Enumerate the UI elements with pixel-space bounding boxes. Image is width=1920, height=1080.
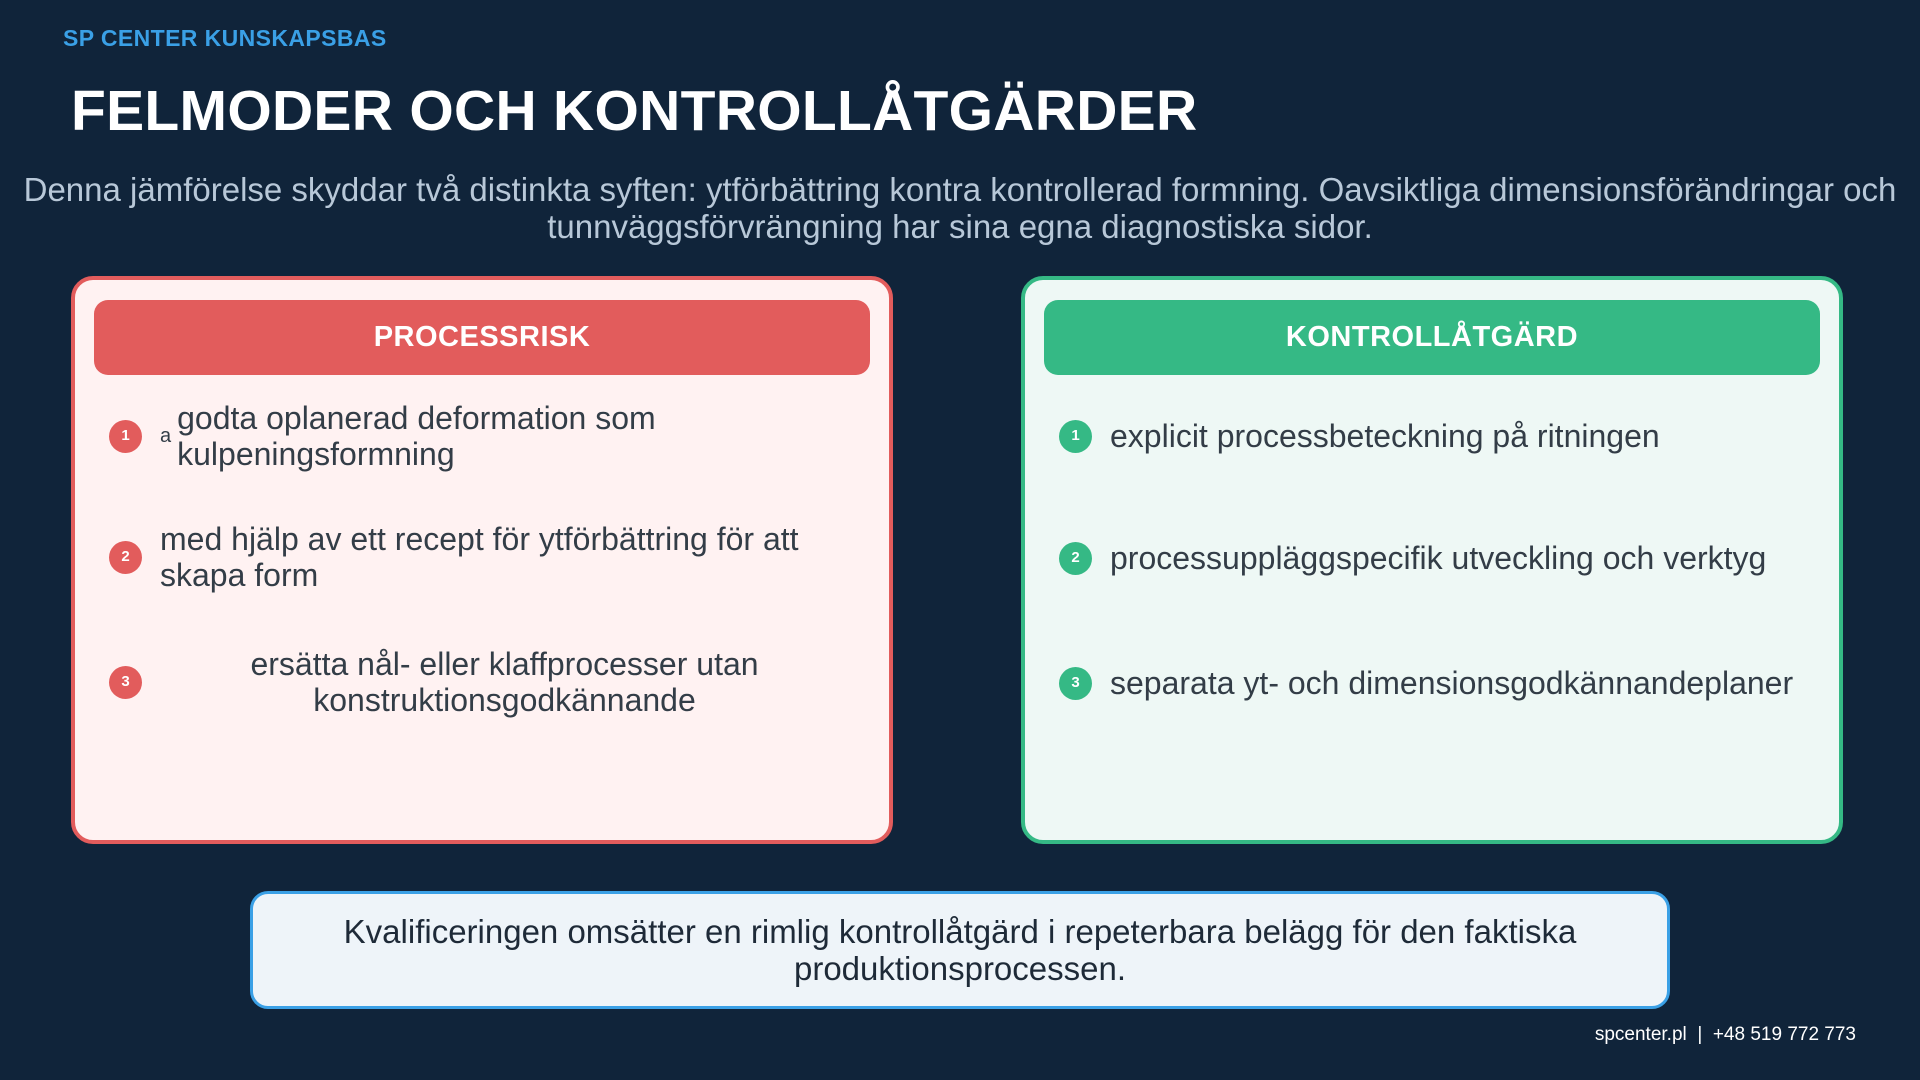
phone-number: +48 519 772 773 [1712, 1024, 1856, 1045]
number-badge: 3 [1059, 667, 1092, 700]
process-risk-heading: PROCESSRISK [94, 300, 870, 375]
page-subtitle: Denna jämförelse skyddar två distinkta syften: ytförbättring kontra kontrollerad formning. Oavsiktliga dimensionsförändringar och tunnväggsförvrängning har sina egna diagnostiska sidor. [23, 171, 1897, 245]
number-badge: 1 [109, 420, 142, 453]
number-badge: 2 [1059, 542, 1092, 575]
process-risk-card [71, 276, 893, 844]
contact-separator: | [1697, 1024, 1703, 1045]
page-title: FELMODER OCH KONTROLLÅTGÄRDER [71, 79, 1198, 143]
risk-item-2 [109, 521, 849, 593]
number-badge: 3 [109, 666, 142, 699]
risk-item-prefix: a [160, 425, 172, 447]
risk-item-3 [109, 646, 849, 718]
summary-statement-box [250, 891, 1670, 1009]
control-item-2 [1059, 540, 1799, 576]
control-item-text: explicit processbeteckning på ritningen [1110, 418, 1660, 454]
control-item-3 [1059, 665, 1799, 701]
risk-item-1 [109, 400, 849, 472]
control-item-text: separata yt- och dimensionsgodkännandeplaner [1110, 665, 1794, 701]
contact-info [1595, 1024, 1856, 1046]
website-link[interactable]: spcenter.pl [1594, 1024, 1687, 1045]
risk-item-text: ersätta nål- eller klaffprocesser utan konstruktionsgodkännande [250, 646, 759, 718]
control-measure-heading: KONTROLLÅTGÄRD [1044, 300, 1820, 375]
control-measure-card [1021, 276, 1843, 844]
summary-statement: Kvalificeringen omsätter en rimlig kontrollåtgärd i repeterbara belägg för den faktiska produktionsprocessen. [343, 913, 1577, 987]
risk-item-text: godta oplanerad deformation som kulpeningsformning [177, 400, 656, 472]
number-badge: 2 [109, 541, 142, 574]
control-item-1 [1059, 418, 1799, 454]
control-item-text: processuppläggspecifik utveckling och verktyg [1110, 540, 1767, 576]
brand-label: SP CENTER KUNSKAPSBAS [63, 25, 387, 51]
risk-item-text: med hjälp av ett recept för ytförbättring för att skapa form [160, 521, 799, 593]
number-badge: 1 [1059, 420, 1092, 453]
